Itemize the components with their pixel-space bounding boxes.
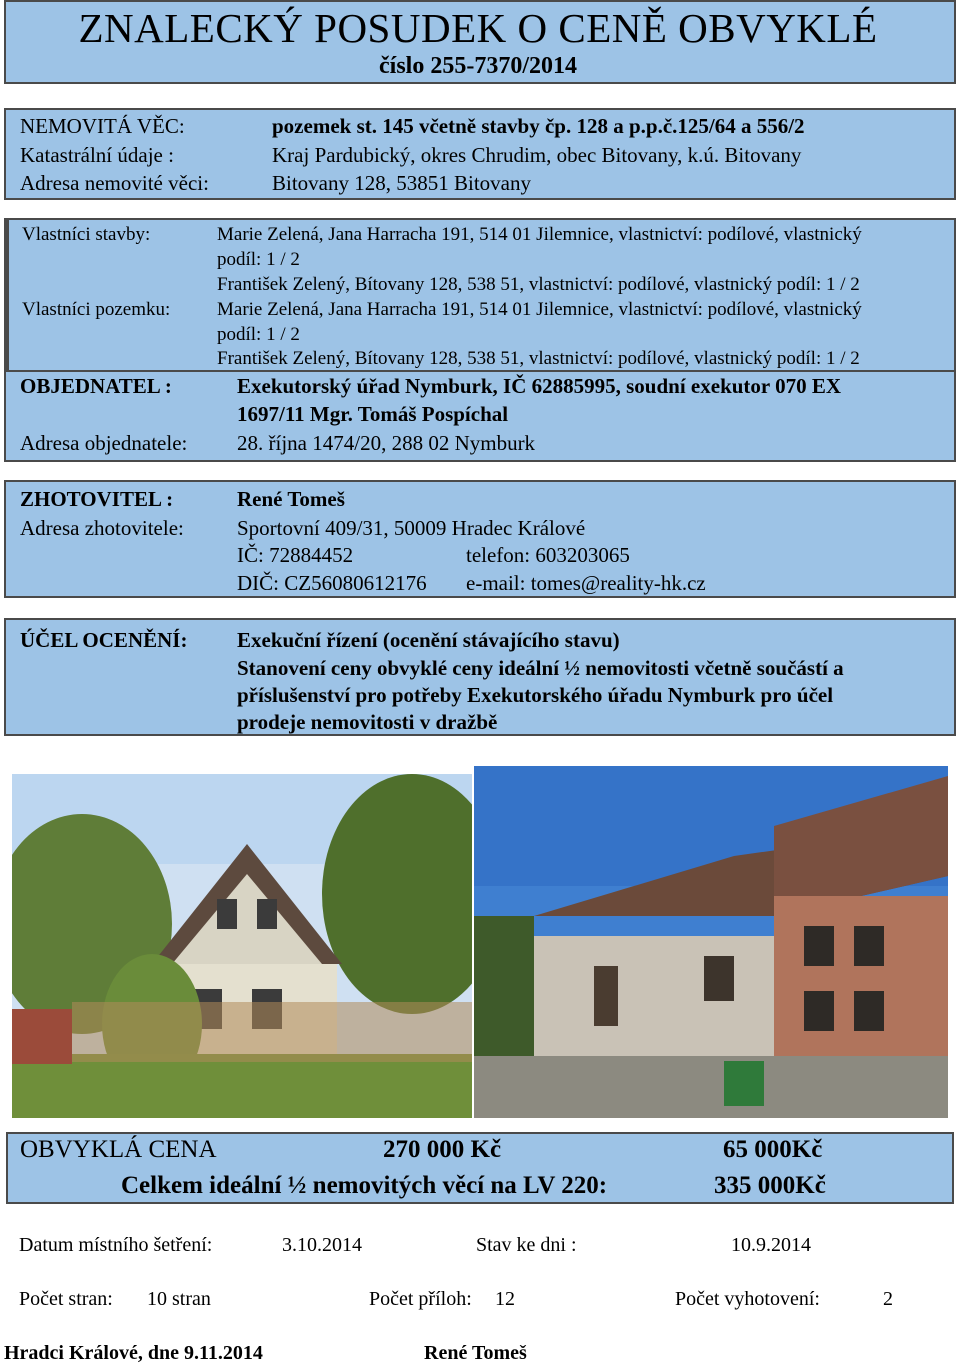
- state-date: 10.9.2014: [731, 1234, 811, 1256]
- land-owner-1: Marie Zelená, Jana Harracha 191, 514 01 Jilemnice, vlastnictví: podílové, vlastnický: [217, 299, 862, 320]
- contractor-name: René Tomeš: [237, 487, 345, 511]
- contractor-dic: DIČ: CZ56080612176: [237, 571, 427, 595]
- purpose-line-3: příslušenství pro potřeby Exekutorského úřadu Nymburk pro účel: [237, 683, 834, 707]
- property-photo-left: [12, 774, 472, 1118]
- purpose-line-1: Exekuční řízení (ocenění stávajícího stavu): [237, 628, 620, 652]
- client-address-label: Adresa objednatele:: [20, 431, 188, 455]
- report-number: číslo 255-7370/2014: [379, 53, 577, 79]
- copies-label: Počet vyhotovení:: [675, 1288, 820, 1310]
- client-name-2: 1697/11 Mgr. Tomáš Pospíchal: [237, 402, 509, 426]
- land-owner-1-share: podíl: 1 / 2: [217, 324, 300, 345]
- property-item: pozemek st. 145 včetně stavby čp. 128 a p.p.č.125/64 a 556/2: [272, 114, 805, 138]
- price-value-2: 65 000Kč: [723, 1136, 823, 1163]
- land-owners-label: Vlastníci pozemku:: [22, 299, 171, 320]
- survey-label: Datum místního šetření:: [19, 1234, 213, 1256]
- land-owner-2: František Zelený, Bítovany 128, 538 51, vlastnictví: podílové, vlastnický podíl: 1 / 2: [217, 348, 860, 369]
- annex-value: 12: [495, 1288, 515, 1310]
- page-title: ZNALECKÝ POSUDEK O CENĚ OBVYKLÉ: [78, 5, 878, 51]
- client-name-1: Exekutorský úřad Nymburk, IČ 62885995, soudní exekutor 070 EX: [237, 374, 842, 398]
- pages-value: 10 stran: [147, 1288, 211, 1310]
- property-photo-right: [474, 766, 948, 1118]
- house-photo-right-drawing: [474, 766, 948, 1118]
- client-address: 28. října 1474/20, 288 02 Nymburk: [237, 431, 536, 455]
- annex-label: Počet příloh:: [369, 1288, 472, 1310]
- state-label: Stav ke dni :: [476, 1234, 577, 1256]
- contractor-label: ZHOTOVITEL :: [20, 487, 174, 511]
- copies-value: 2: [883, 1288, 893, 1310]
- purpose-line-4: prodeje nemovitosti v dražbě: [237, 710, 498, 734]
- building-owners-label: Vlastníci stavby:: [22, 224, 151, 245]
- contractor-phone: telefon: 603203065: [466, 543, 630, 567]
- cadastral-value: Kraj Pardubický, okres Chrudim, obec Bitovany, k.ú. Bitovany: [272, 143, 802, 167]
- contractor-address-label: Adresa zhotovitele:: [20, 516, 184, 540]
- purpose-label: ÚČEL OCENĚNÍ:: [20, 628, 188, 652]
- contractor-address: Sportovní 409/31, 50009 Hradec Králové: [237, 516, 586, 540]
- address-label: Adresa nemovité věci:: [20, 171, 209, 195]
- address-value: Bitovany 128, 53851 Bitovany: [272, 171, 531, 195]
- building-owner-1: Marie Zelená, Jana Harracha 191, 514 01 Jilemnice, vlastnictví: podílové, vlastnický: [217, 224, 862, 245]
- total-value: 335 000Kč: [714, 1172, 826, 1199]
- house-photo-left-drawing: [12, 774, 472, 1118]
- client-label: OBJEDNATEL :: [20, 374, 172, 398]
- purpose-line-2: Stanovení ceny obvyklé ceny ideální ½ nemovitosti včetně součástí a: [237, 656, 844, 680]
- contractor-email: e-mail: tomes@reality-hk.cz: [466, 571, 706, 595]
- total-label: Celkem ideální ½ nemovitých věcí na LV 220:: [121, 1172, 608, 1199]
- signature-name: René Tomeš: [424, 1342, 527, 1364]
- building-owner-2: František Zelený, Bítovany 128, 538 51, vlastnictví: podílové, vlastnický podíl: 1 / 2: [217, 274, 860, 295]
- property-item-label: NEMOVITÁ VĚC:: [20, 114, 185, 138]
- price-label: OBVYKLÁ CENA: [20, 1136, 217, 1163]
- pages-label: Počet stran:: [19, 1288, 113, 1310]
- place-date: Hradci Králové, dne 9.11.2014: [4, 1342, 263, 1364]
- price-value-1: 270 000 Kč: [383, 1136, 502, 1163]
- contractor-ic: IČ: 72884452: [237, 543, 354, 567]
- survey-date: 3.10.2014: [282, 1234, 362, 1256]
- cadastral-label: Katastrální údaje :: [20, 143, 174, 167]
- building-owner-1-share: podíl: 1 / 2: [217, 249, 300, 270]
